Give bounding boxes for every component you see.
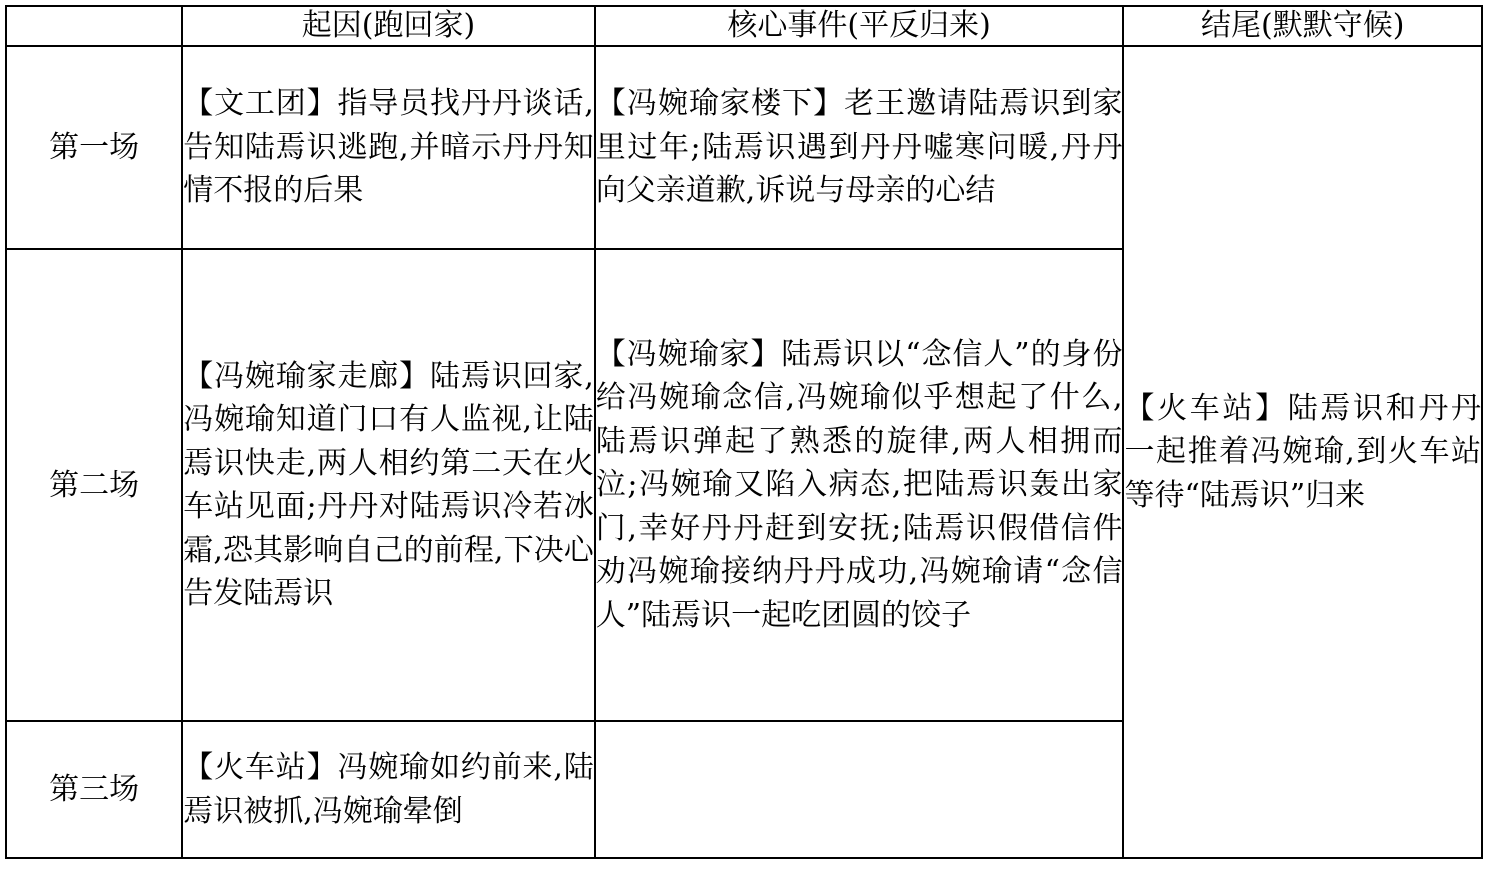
table-header-row <box>6 6 1482 46</box>
scene-label-2: 第二场 <box>6 249 182 721</box>
cell-scene2-cause: 【冯婉瑜家走廊】陆焉识回家,冯婉瑜知道门口有人监视,让陆焉识快走,两人相约第二天在火车站见面;丹丹对陆焉识冷若冰霜,恐其影响自己的前程,下决心告发陆焉识 <box>182 249 595 721</box>
cell-scene3-cause: 【火车站】冯婉瑜如约前来,陆焉识被抓,冯婉瑜晕倒 <box>182 721 595 858</box>
header-cell-cause: 起因(跑回家) <box>182 6 595 46</box>
scene-label-1: 第一场 <box>6 46 182 250</box>
header-cell-core-event: 核心事件(平反归来) <box>595 6 1124 46</box>
table-row <box>6 46 1482 250</box>
cell-scene3-core <box>595 721 1124 858</box>
cell-scene1-ending: 【火车站】陆焉识和丹丹一起推着冯婉瑜,到火车站等待“陆焉识”归来 <box>1123 46 1482 859</box>
scene-breakdown-table <box>5 5 1483 859</box>
cell-scene1-cause: 【文工团】指导员找丹丹谈话,告知陆焉识逃跑,并暗示丹丹知情不报的后果 <box>182 46 595 250</box>
cell-scene1-core: 【冯婉瑜家楼下】老王邀请陆焉识到家里过年;陆焉识遇到丹丹嘘寒问暖,丹丹向父亲道歉,诉说与母亲的心结 <box>595 46 1124 250</box>
cell-scene2-core: 【冯婉瑜家】陆焉识以“念信人”的身份给冯婉瑜念信,冯婉瑜似乎想起了什么,陆焉识弹起了熟悉的旋律,两人相拥而泣;冯婉瑜又陷入病态,把陆焉识轰出家门,幸好丹丹赶到安抚;陆焉识假借信件劝冯婉瑜接纳丹丹成功,冯婉瑜请“念信人”陆焉识一起吃团圆的饺子 <box>595 249 1124 721</box>
header-cell-corner <box>6 6 182 46</box>
scene-label-3: 第三场 <box>6 721 182 858</box>
document-page <box>0 5 1488 869</box>
header-cell-ending: 结尾(默默守候) <box>1123 6 1482 46</box>
